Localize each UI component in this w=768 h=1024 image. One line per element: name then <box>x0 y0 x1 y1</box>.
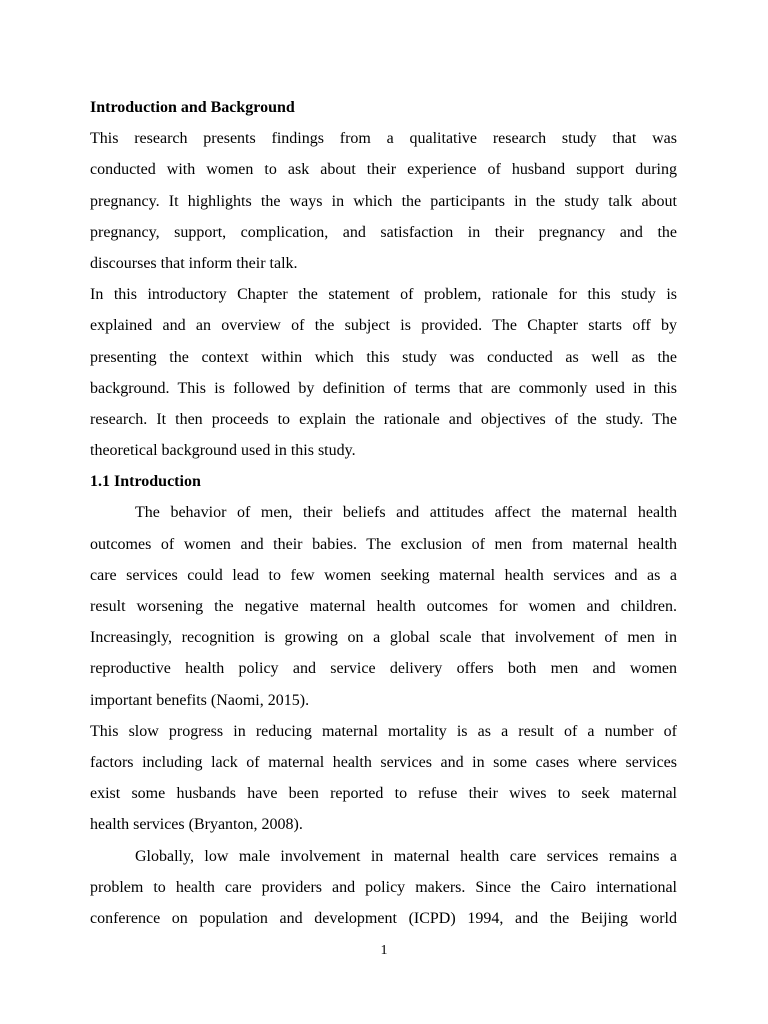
body-line: conducted with women to ask about their experience of husband support during <box>90 161 677 179</box>
body-line: pregnancy, support, complication, and satisfaction in their pregnancy and the <box>90 223 677 241</box>
body-line: Globally, low male involvement in maternal health care services remains a <box>135 847 677 865</box>
body-line: This slow progress in reducing maternal mortality is as a result of a number of <box>90 722 677 740</box>
body-line: discourses that inform their talk. <box>90 254 298 272</box>
body-line: important benefits (Naomi, 2015). <box>90 691 310 709</box>
page-number: 1 <box>380 943 388 958</box>
body-line: The behavior of men, their beliefs and attitudes affect the maternal health <box>135 504 677 522</box>
body-line: research. It then proceeds to explain the rationale and objectives of the study. The <box>90 410 677 428</box>
document-page <box>90 92 677 934</box>
body-line: In this introductory Chapter the statement of problem, rationale for this study is <box>90 286 677 304</box>
main-heading: Introduction and Background <box>90 99 295 116</box>
section-heading: 1.1 Introduction <box>90 473 201 491</box>
body-line: conference on population and development (ICPD) 1994, and the Beijing world <box>90 909 677 927</box>
body-line: care services could lead to few women seeking maternal health services and as a <box>90 566 677 584</box>
body-line: outcomes of women and their babies. The exclusion of men from maternal health <box>90 535 677 553</box>
body-line: exist some husbands have been reported to refuse their wives to seek maternal <box>90 785 677 803</box>
body-line: health services (Bryanton, 2008). <box>90 816 303 834</box>
body-line: presenting the context within which this study was conducted as well as the <box>90 348 677 366</box>
body-line: Increasingly, recognition is growing on a global scale that involvement of men in <box>90 629 677 647</box>
body-line: theoretical background used in this study. <box>90 442 356 460</box>
body-line: factors including lack of maternal health services and in some cases where services <box>90 753 677 771</box>
body-line: result worsening the negative maternal health outcomes for women and children. <box>90 598 677 615</box>
body-line: This research presents findings from a qualitative research study that was <box>90 130 677 148</box>
body-line: problem to health care providers and policy makers. Since the Cairo international <box>90 878 677 896</box>
body-line: pregnancy. It highlights the ways in which the participants in the study talk about <box>90 192 677 210</box>
body-line: explained and an overview of the subject is provided. The Chapter starts off by <box>90 317 677 335</box>
body-line: background. This is followed by definition of terms that are commonly used in this <box>90 379 677 397</box>
body-line: reproductive health policy and service delivery offers both men and women <box>90 660 677 678</box>
